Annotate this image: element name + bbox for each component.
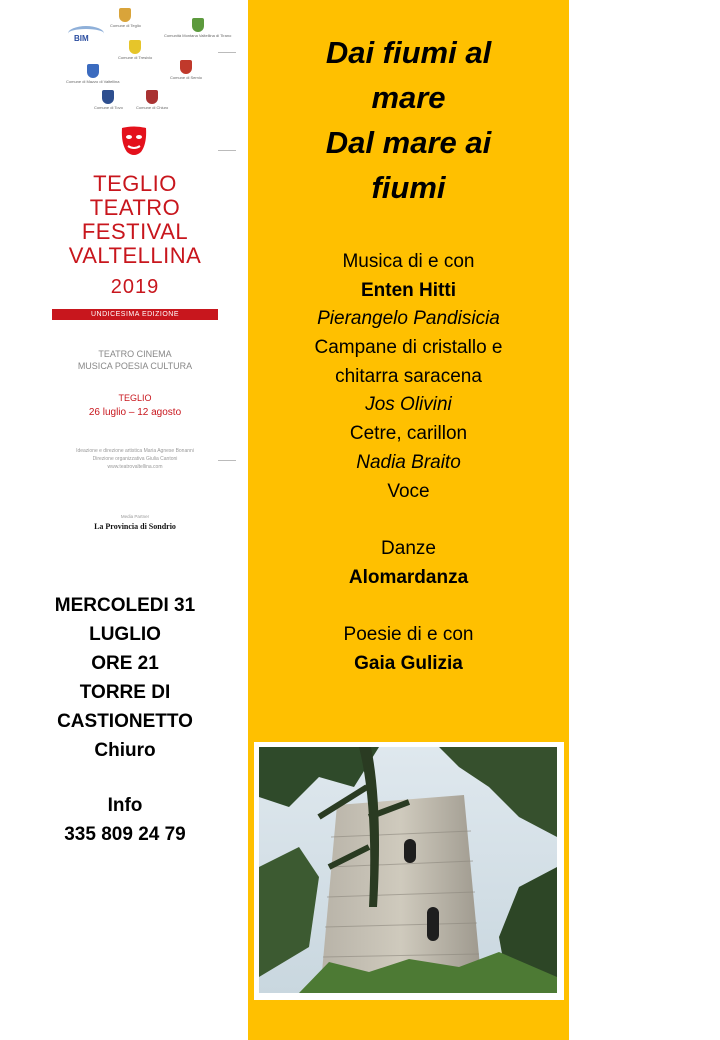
municipality-logo: Comune di Tovo [94,90,123,110]
municipality-logo: Comune di Tresivio [118,40,152,60]
municipality-logo: Comunità Montana Valtellina di Tirano [164,18,231,38]
sponsor-logos [60,8,232,118]
crest-icon [129,40,141,54]
divider [218,52,236,53]
credit-line: Gaia Gulizia [354,652,463,674]
edition-banner: UNDICESIMA EDIZIONE [52,309,218,320]
crest-icon [180,60,192,74]
crest-icon [192,18,204,32]
municipality-logo: Comune di Sernio [170,60,202,80]
spacer [248,592,569,621]
municipality-logo: Comune di Mazzo di Valtellina [66,64,120,84]
crest-icon [119,8,131,22]
event-datetime-location: MERCOLEDI 31 LUGLIO ORE 21 TORRE DI CASTIONETTO Chiuro [54,595,196,761]
credit-line: Campane di cristallo e [314,337,503,359]
crest-icon [102,90,114,104]
theatre-mask-icon [119,126,149,158]
show-title: Dai fiumi al mare Dal mare ai fiumi [325,35,492,205]
festival-place: TEGLIO [118,393,152,403]
credit-line: chitarra saracena [335,365,482,387]
event-info [0,791,250,849]
crest-icon [146,90,158,104]
media-partner-label: Media Partner [120,514,150,519]
right-margin [569,0,720,1040]
show-credits [248,248,569,678]
divider [218,460,236,461]
festival-name: TEGLIO TEATRO FESTIVAL VALTELLINA [68,171,202,268]
credit-line: Pierangelo Pandisicia [317,308,500,330]
credit-line: Enten Hitti [361,279,456,301]
credit-line: Nadia Braito [356,451,461,473]
festival-credits: Ideazione e direzione artistica Maria Agnese Bonanni Direzione organizzativa Giulia Cantoni www.teatrovaltellina.com [76,448,194,470]
info-phone: 335 809 24 79 [64,824,186,845]
bim-label: BIM [74,34,89,43]
info-label: Info [107,795,143,816]
photo-frame [254,742,564,1000]
left-column [0,0,248,1040]
tower-photo [259,747,557,993]
media-partner: La Provincia di Sondrio [94,522,176,531]
municipality-logo: Comune di Chiuro [136,90,168,110]
municipality-logo: Comune di Teglio [110,8,141,28]
festival-dates: 26 luglio – 12 agosto [88,407,182,418]
credit-line: Musica di e con [342,251,475,272]
divider [218,150,236,151]
spacer [248,506,569,535]
credit-line: Alomardanza [348,566,469,588]
credit-line: Voce [387,480,430,502]
festival-year: 2019 [110,276,160,298]
credit-line: Cetre, carillon [349,423,468,445]
credit-line: Danze [381,537,436,559]
credit-line: Poesie di e con [343,623,474,645]
crest-icon [87,64,99,78]
festival-categories: TEATRO CINEMA MUSICA POESIA CULTURA [77,349,193,371]
bim-logo [68,26,106,48]
credit-line: Jos Olivini [365,394,452,416]
